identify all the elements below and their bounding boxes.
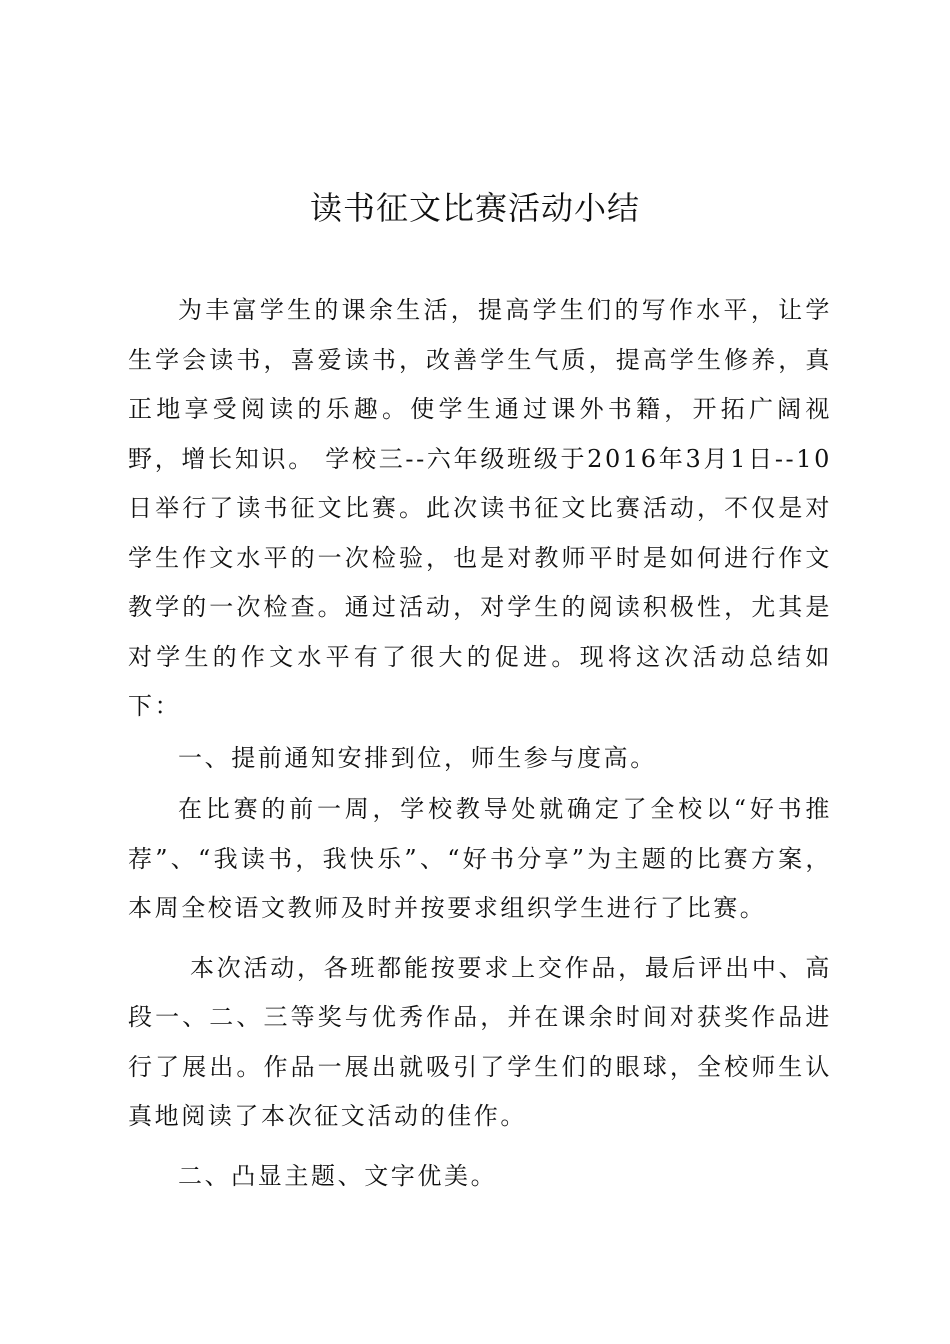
section-heading-2: 二、凸显主题、文字优美。	[178, 1161, 498, 1190]
document-title: 读书征文比赛活动小结	[309, 189, 640, 227]
paragraph-results: 本次活动，各班都能按要求上交作品，最后评出中、高段一、二、三等奖与优秀作品，并在课余时间对获奖作品进行了展出。作品一展出就吸引了学生们的眼球，全校师生认真地阅读了本次征文活动的佳作。	[128, 953, 832, 1130]
paragraph-intro: 为丰富学生的课余生活，提高学生们的写作水平，让学生学会读书，喜爱读书，改善学生气质，提高学生修养，真正地享受阅读的乐趣。使学生通过课外书籍，开拓广阔视野，增长知识。 学校三--六年级班级于2016年3月1日--10日举行了读书征文比赛。此次读书征文比赛活动，不仅是对学生作文水平的一次检验，也是对教师平时是如何进行作文教学的一次检查。通过活动，对学生的阅读积极性，尤其是对学生的作文水平有了很大的促进。现将这次活动总结如下：	[128, 296, 832, 720]
document-body	[128, 286, 832, 1201]
paragraph-preparation: 在比赛的前一周，学校教导处就确定了全校以“好书推荐”、“我读书，我快乐”、“好书分享”为主题的比赛方案，本周全校语文教师及时并按要求组织学生进行了比赛。	[128, 795, 832, 922]
section-heading-1: 一、提前通知安排到位，师生参与度高。	[178, 743, 657, 772]
